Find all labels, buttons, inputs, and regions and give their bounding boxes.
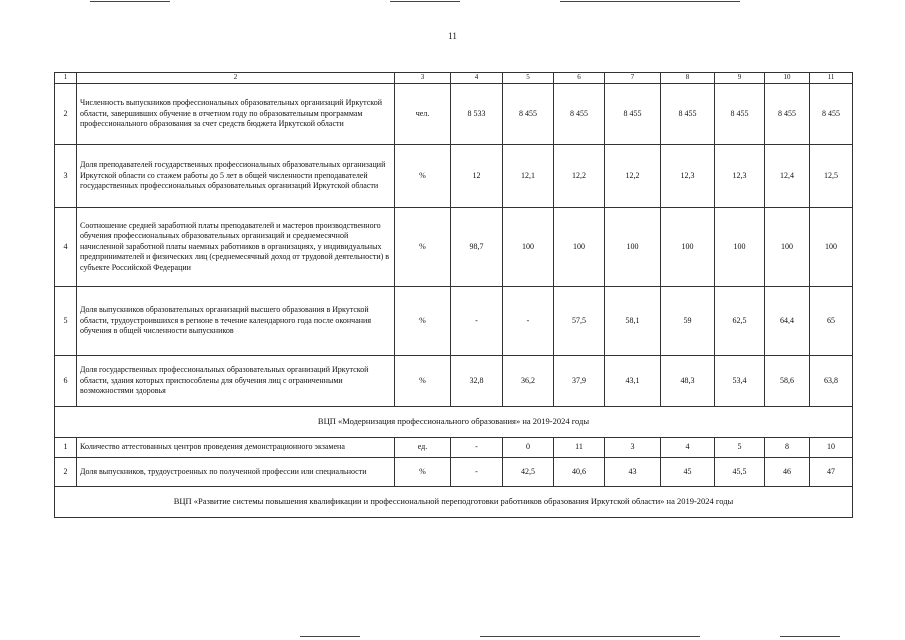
value-cell: 8 455 xyxy=(715,84,765,145)
value-cell: 46 xyxy=(765,458,810,487)
value-cell: 12,3 xyxy=(715,145,765,208)
header-cell: 8 xyxy=(661,73,715,84)
value-cell: 100 xyxy=(715,208,765,287)
header-cell: 3 xyxy=(395,73,451,84)
section-title: ВЦП «Развитие системы повышения квалификации и профессиональной переподготовки работников образования Иркутской области» на 2019-2024 годы xyxy=(55,487,853,518)
value-cell: 4 xyxy=(661,438,715,458)
value-cell: 10 xyxy=(810,438,853,458)
section-header-row xyxy=(55,407,853,438)
header-cell: 10 xyxy=(765,73,810,84)
value-cell: 8 455 xyxy=(810,84,853,145)
value-cell: 12 xyxy=(451,145,503,208)
indicators-table xyxy=(54,72,853,518)
header-cell: 11 xyxy=(810,73,853,84)
unit-cell: чел. xyxy=(395,84,451,145)
value-cell: 63,8 xyxy=(810,356,853,407)
header-row xyxy=(55,73,853,84)
header-cell: 1 xyxy=(55,73,77,84)
page-number: 11 xyxy=(448,31,457,41)
row-number: 2 xyxy=(55,84,77,145)
value-cell: 8 455 xyxy=(554,84,605,145)
table-row xyxy=(55,84,853,145)
value-cell: 65 xyxy=(810,287,853,356)
value-cell: 12,2 xyxy=(554,145,605,208)
value-cell: - xyxy=(451,438,503,458)
row-number: 3 xyxy=(55,145,77,208)
table-row xyxy=(55,287,853,356)
value-cell: 64,4 xyxy=(765,287,810,356)
unit-cell: % xyxy=(395,145,451,208)
value-cell: 40,6 xyxy=(554,458,605,487)
value-cell: 43,1 xyxy=(605,356,661,407)
value-cell: 11 xyxy=(554,438,605,458)
value-cell: 62,5 xyxy=(715,287,765,356)
header-cell: 6 xyxy=(554,73,605,84)
value-cell: 100 xyxy=(605,208,661,287)
header-cell: 9 xyxy=(715,73,765,84)
value-cell: 45,5 xyxy=(715,458,765,487)
unit-cell: % xyxy=(395,208,451,287)
value-cell: 3 xyxy=(605,438,661,458)
value-cell: 12,2 xyxy=(605,145,661,208)
indicator-description: Соотношение средней заработной платы преподавателей и мастеров производственного обучения профессиональных образовательных организаций и среднемесячной начисленной заработной платы наемных работников в организациях, у индивидуальных предпринимателей и физических лиц (среднемесячный доход от трудовой деятельности) в субъекте Российской Федерации xyxy=(77,208,395,287)
row-number: 6 xyxy=(55,356,77,407)
scan-mark xyxy=(480,636,700,637)
value-cell: 57,5 xyxy=(554,287,605,356)
value-cell: - xyxy=(451,458,503,487)
value-cell: 48,3 xyxy=(661,356,715,407)
value-cell: 8 xyxy=(765,438,810,458)
table-row xyxy=(55,208,853,287)
row-number: 2 xyxy=(55,458,77,487)
indicator-description: Количество аттестованных центров проведения демонстрационного экзамена xyxy=(77,438,395,458)
value-cell: 8 533 xyxy=(451,84,503,145)
value-cell: 12,5 xyxy=(810,145,853,208)
value-cell: 58,1 xyxy=(605,287,661,356)
scan-mark xyxy=(90,1,170,2)
indicator-description: Доля выпускников, трудоустроенных по полученной профессии или специальности xyxy=(77,458,395,487)
value-cell: 12,1 xyxy=(503,145,554,208)
value-cell: 45 xyxy=(661,458,715,487)
value-cell: 100 xyxy=(765,208,810,287)
indicator-description: Доля государственных профессиональных образовательных организаций Иркутской области, здания которых приспособлены для обучения лиц с ограниченными возможностями здоровья xyxy=(77,356,395,407)
scan-mark xyxy=(780,636,840,637)
value-cell: 32,8 xyxy=(451,356,503,407)
value-cell: - xyxy=(451,287,503,356)
value-cell: 8 455 xyxy=(605,84,661,145)
value-cell: 100 xyxy=(661,208,715,287)
value-cell: 98,7 xyxy=(451,208,503,287)
table-row xyxy=(55,145,853,208)
table-row xyxy=(55,458,853,487)
row-number: 1 xyxy=(55,438,77,458)
scan-mark xyxy=(390,1,460,2)
section-header-row xyxy=(55,487,853,518)
header-cell: 5 xyxy=(503,73,554,84)
table-row xyxy=(55,356,853,407)
indicator-description: Доля преподавателей государственных профессиональных образовательных организаций Иркутской области со стажем работы до 5 лет в общей численности преподавателей государственных профессиональных образовательных организаций Иркутской области xyxy=(77,145,395,208)
value-cell: 100 xyxy=(554,208,605,287)
value-cell: - xyxy=(503,287,554,356)
header-cell: 4 xyxy=(451,73,503,84)
row-number: 4 xyxy=(55,208,77,287)
indicator-description: Доля выпускников образовательных организаций высшего образования в Иркутской области, трудоустроившихся в регионе в течение календарного года после окончания обучения в общей численности выпускников xyxy=(77,287,395,356)
value-cell: 47 xyxy=(810,458,853,487)
value-cell: 58,6 xyxy=(765,356,810,407)
value-cell: 0 xyxy=(503,438,554,458)
value-cell: 100 xyxy=(503,208,554,287)
table-row xyxy=(55,438,853,458)
row-number: 5 xyxy=(55,287,77,356)
header-cell: 7 xyxy=(605,73,661,84)
value-cell: 8 455 xyxy=(765,84,810,145)
unit-cell: % xyxy=(395,458,451,487)
section-title: ВЦП «Модернизация профессионального образования» на 2019-2024 годы xyxy=(55,407,853,438)
value-cell: 12,4 xyxy=(765,145,810,208)
value-cell: 12,3 xyxy=(661,145,715,208)
unit-cell: ед. xyxy=(395,438,451,458)
value-cell: 59 xyxy=(661,287,715,356)
value-cell: 42,5 xyxy=(503,458,554,487)
value-cell: 43 xyxy=(605,458,661,487)
value-cell: 5 xyxy=(715,438,765,458)
scan-mark xyxy=(300,636,360,637)
value-cell: 100 xyxy=(810,208,853,287)
scan-mark xyxy=(560,1,740,2)
value-cell: 8 455 xyxy=(661,84,715,145)
indicator-description: Численность выпускников профессиональных образовательных организаций Иркутской области, завершивших обучение в отчетном году по образовательным программам профессионального образования за счет средств бюджета Иркутской области xyxy=(77,84,395,145)
value-cell: 36,2 xyxy=(503,356,554,407)
value-cell: 53,4 xyxy=(715,356,765,407)
value-cell: 37,9 xyxy=(554,356,605,407)
value-cell: 8 455 xyxy=(503,84,554,145)
unit-cell: % xyxy=(395,356,451,407)
unit-cell: % xyxy=(395,287,451,356)
header-cell: 2 xyxy=(77,73,395,84)
